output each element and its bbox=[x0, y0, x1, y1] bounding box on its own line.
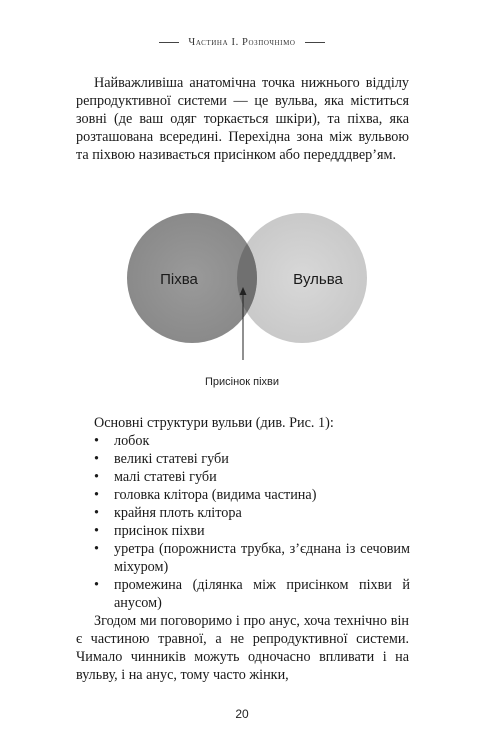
list-item-text: головка клітора (видима частина) bbox=[114, 487, 317, 503]
list-intro: Основні структури вульви (див. Рис. 1): bbox=[94, 415, 334, 431]
running-head-part: Частина I. bbox=[188, 37, 239, 48]
page-number: 20 bbox=[235, 707, 249, 721]
venn-figure bbox=[0, 205, 484, 400]
intro-paragraph: Найважливіша анатомічна точка нижнього відділу репродуктивної системи — це вульва, яка міститься зовні (де ваш одяг торкається шкіри), та піхва, яка розташована всередині. Перехідна зона між вульвою та піхвою називається присінком або передддвер’ям. bbox=[76, 75, 409, 163]
bullet-glyph: • bbox=[94, 577, 99, 593]
list-item bbox=[94, 468, 410, 486]
list-item-text: лобок bbox=[114, 433, 150, 449]
list-item bbox=[94, 504, 410, 522]
list-item bbox=[94, 432, 410, 450]
list-item-text: крайня плоть клітора bbox=[114, 505, 242, 521]
right-rule bbox=[305, 42, 325, 43]
bullet-glyph: • bbox=[94, 451, 99, 467]
list-item bbox=[94, 450, 410, 468]
bullet-glyph: • bbox=[94, 469, 99, 485]
running-head bbox=[0, 37, 484, 48]
list-item-text: уретра (порожниста трубка, з’єднана із сечовим міхуром) bbox=[114, 541, 410, 575]
bullet-glyph: • bbox=[94, 541, 99, 557]
running-head-title: Розпочнімо bbox=[242, 37, 296, 48]
vagina-label: Піхва bbox=[160, 271, 198, 288]
list-item-text: промежина (ділянка між присінком піхви й анусом) bbox=[114, 577, 410, 611]
list-item bbox=[94, 540, 410, 576]
list-item-text: малі статеві губи bbox=[114, 469, 217, 485]
vulva-label: Вульва bbox=[293, 271, 343, 288]
list-item-text: присінок піхви bbox=[114, 523, 205, 539]
vulva-structures-list bbox=[94, 432, 410, 612]
anus-paragraph: Згодом ми поговоримо і про анус, хоча технічно він є частиною травної, а не репродуктивної системи. Чимало чинників можуть одночасно впливати і на вульву, і на анус, тому часто жінки, bbox=[76, 613, 409, 683]
left-rule bbox=[159, 42, 179, 43]
list-item bbox=[94, 576, 410, 612]
list-item bbox=[94, 486, 410, 504]
list-item-text: великі статеві губи bbox=[114, 451, 229, 467]
figure-caption: Присінок піхви bbox=[204, 376, 280, 388]
venn-diagram bbox=[0, 205, 484, 365]
bullet-glyph: • bbox=[94, 505, 99, 521]
bullet-glyph: • bbox=[94, 433, 99, 449]
list-item bbox=[94, 522, 410, 540]
bullet-glyph: • bbox=[94, 487, 99, 503]
bullet-glyph: • bbox=[94, 523, 99, 539]
